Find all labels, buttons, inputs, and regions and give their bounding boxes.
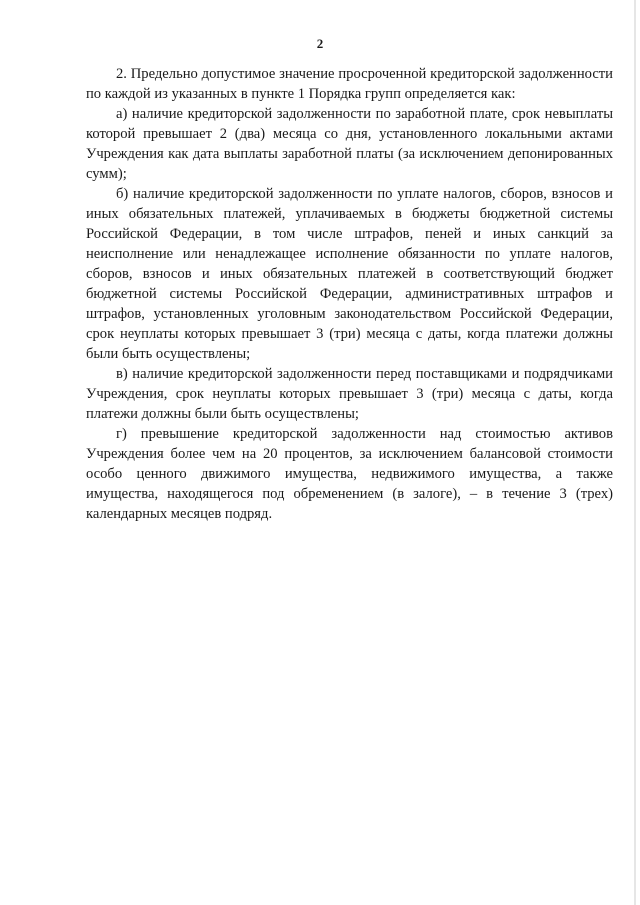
paragraph-subitem-v: в) наличие кредиторской задолженности перед поставщиками и подрядчиками Учреждения, срок неуплаты которых превышает 3 (три) месяца с даты, когда платежи должны были быть осуществлены; — [86, 366, 613, 422]
document-body — [86, 64, 613, 524]
scan-edge-divider — [634, 0, 636, 905]
paragraph-item-2: 2. Предельно допустимое значение просроченной кредиторской задолженности по каждой из указанных в пункте 1 Порядка групп определяется как: — [86, 66, 613, 102]
page-number: 2 — [316, 36, 324, 51]
paragraph-subitem-b: б) наличие кредиторской задолженности по уплате налогов, сборов, взносов и иных обязательных платежей, уплачиваемых в бюджеты бюджетной системы Российской Федерации, в том числе штрафов, пеней и иных санкций за неисполнение или ненадлежащее исполнение обязанности по уплате налогов, сборов, взносов и иных обязательных платежей в соответствующий бюджет бюджетной системы Российской Федерации, административных штрафов и штрафов, установленных уголовным законодательством Российской Федерации, срок неуплаты которых превышает 3 (три) месяца с даты, когда платежи должны были быть осуществлены; — [86, 186, 613, 362]
paragraph-subitem-g: г) превышение кредиторской задолженности над стоимостью активов Учреждения более чем на 20 процентов, за исключением балансовой стоимости особо ценного движимого имущества, недвижимого имущества, а также имущества, находящегося под обременением (в залоге), – в течение 3 (трех) календарных месяцев подряд. — [86, 426, 613, 522]
paragraph-subitem-a: а) наличие кредиторской задолженности по заработной плате, срок невыплаты которой превышает 2 (два) месяца со дня, установленного локальными актами Учреждения как дата выплаты заработной платы (за исключением депонированных сумм); — [86, 106, 613, 182]
